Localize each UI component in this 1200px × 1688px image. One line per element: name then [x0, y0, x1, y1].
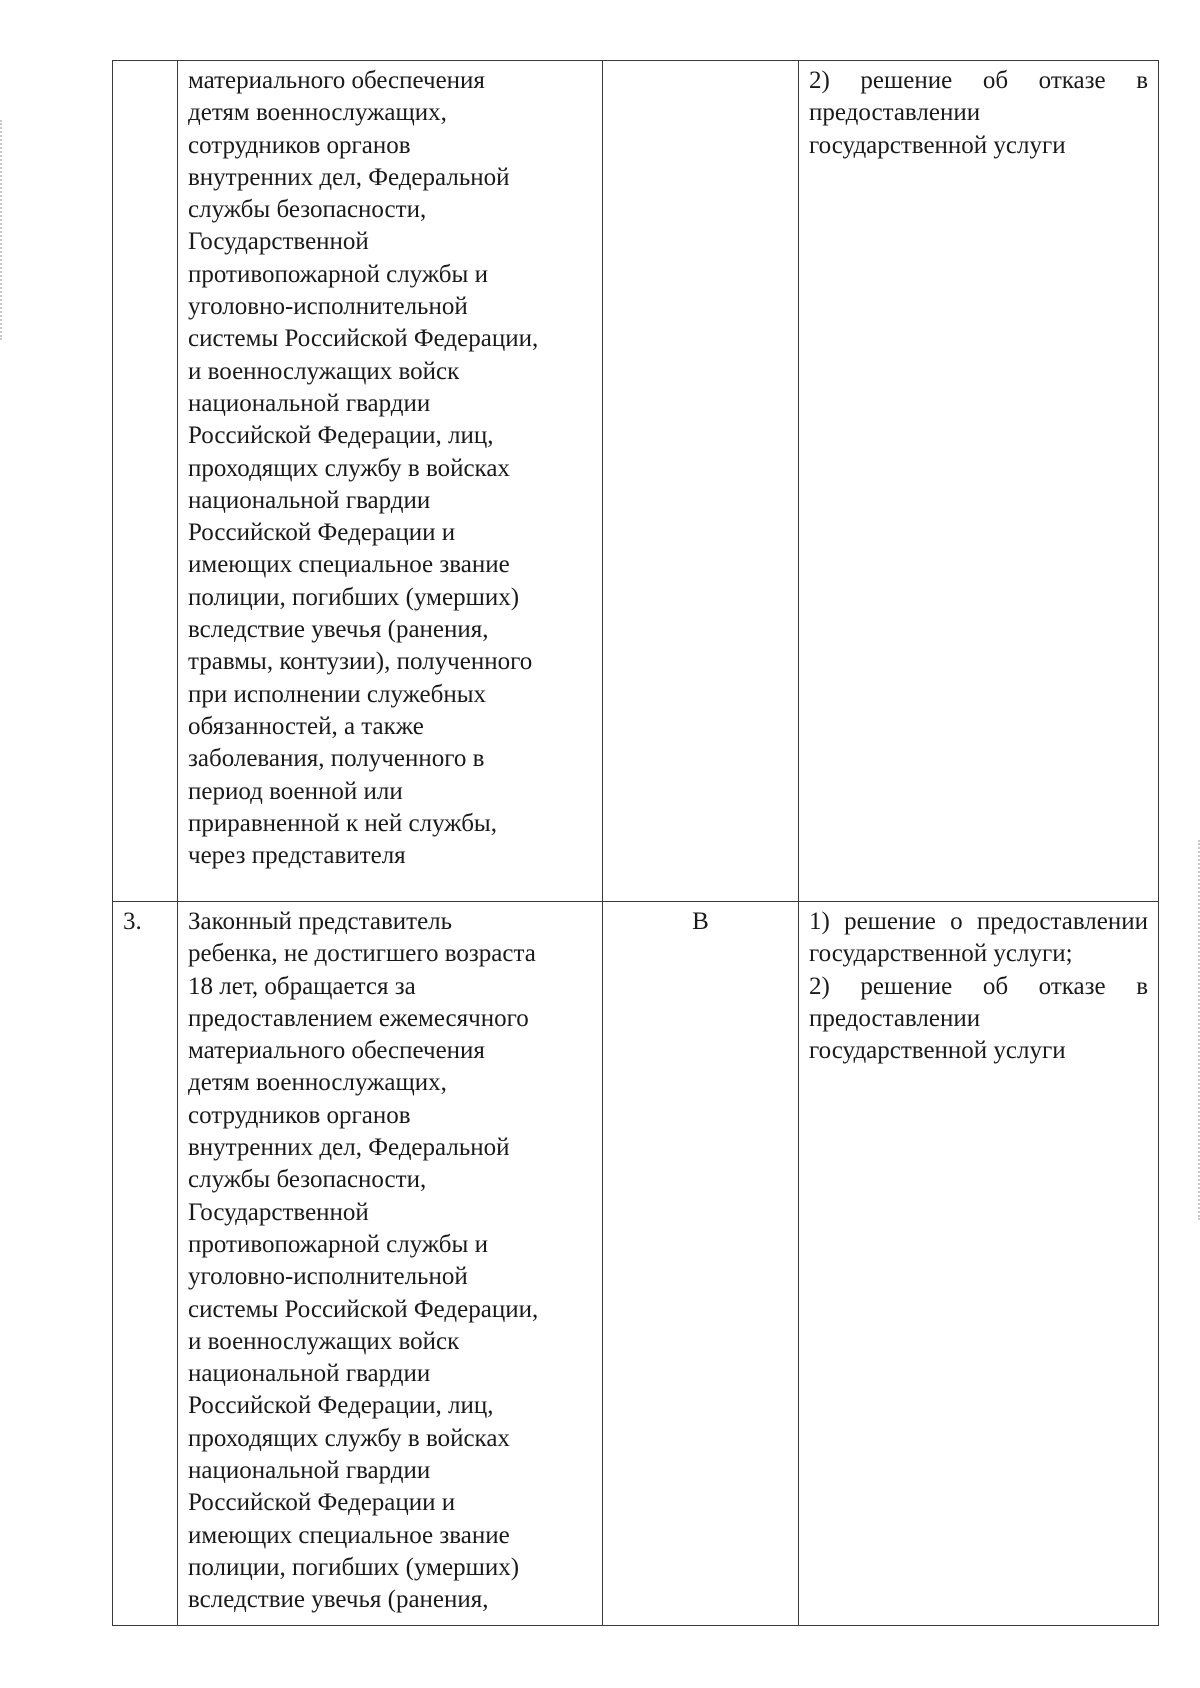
- row-number-cell: [113, 61, 178, 902]
- table-row: [113, 61, 1159, 902]
- table-row: [113, 902, 1159, 1626]
- result-item-grant: 1) решение о предоставлении государственной услуги;: [809, 908, 1148, 968]
- result-item-refusal: 2) решение об отказе в предоставлении государственной услуги: [809, 67, 1148, 159]
- variant-cell: В: [603, 902, 799, 1626]
- variant-cell: [603, 61, 799, 902]
- result-item-refusal: 2) решение об отказе в предоставлении государственной услуги: [809, 972, 1148, 1065]
- result-cell: [799, 902, 1159, 1626]
- applicant-description-cell: материального обеспечения детям военнослужащих, сотрудников органов внутренних дел, Федеральной службы безопасности, Государственной противопожарной службы и уголовно-исполнительной системы Российской Федерации, и военнослужащих войск национальной гвардии Российской Федерации, лиц, проходящих службу в войсках национальной гвардии Российской Федерации и имеющих специальное звание полиции, погибших (умерших) вследствие увечья (ранения, травмы, контузии), полученного при исполнении служебных обязанностей, а также заболевания, полученного в период военной или приравненной к ней службы, через представителя: [178, 61, 603, 902]
- scan-edge-mark-right: [1192, 840, 1200, 1220]
- row-number-cell: 3.: [113, 902, 178, 1626]
- result-cell: [799, 61, 1159, 902]
- scan-edge-mark-left: [0, 120, 8, 340]
- applicant-description-cell: Законный представитель ребенка, не достигшего возраста 18 лет, обращается за предоставлением ежемесячного материального обеспечения детям военнослужащих, сотрудников органов внутренних дел, Федеральной службы безопасности, Государственной противопожарной службы и уголовно-исполнительной системы Российской Федерации, и военнослужащих войск национальной гвардии Российской Федерации, лиц, проходящих службу в войсках национальной гвардии Российской Федерации и имеющих специальное звание полиции, погибших (умерших) вследствие увечья (ранения,: [178, 902, 603, 1626]
- services-table: [112, 60, 1159, 1626]
